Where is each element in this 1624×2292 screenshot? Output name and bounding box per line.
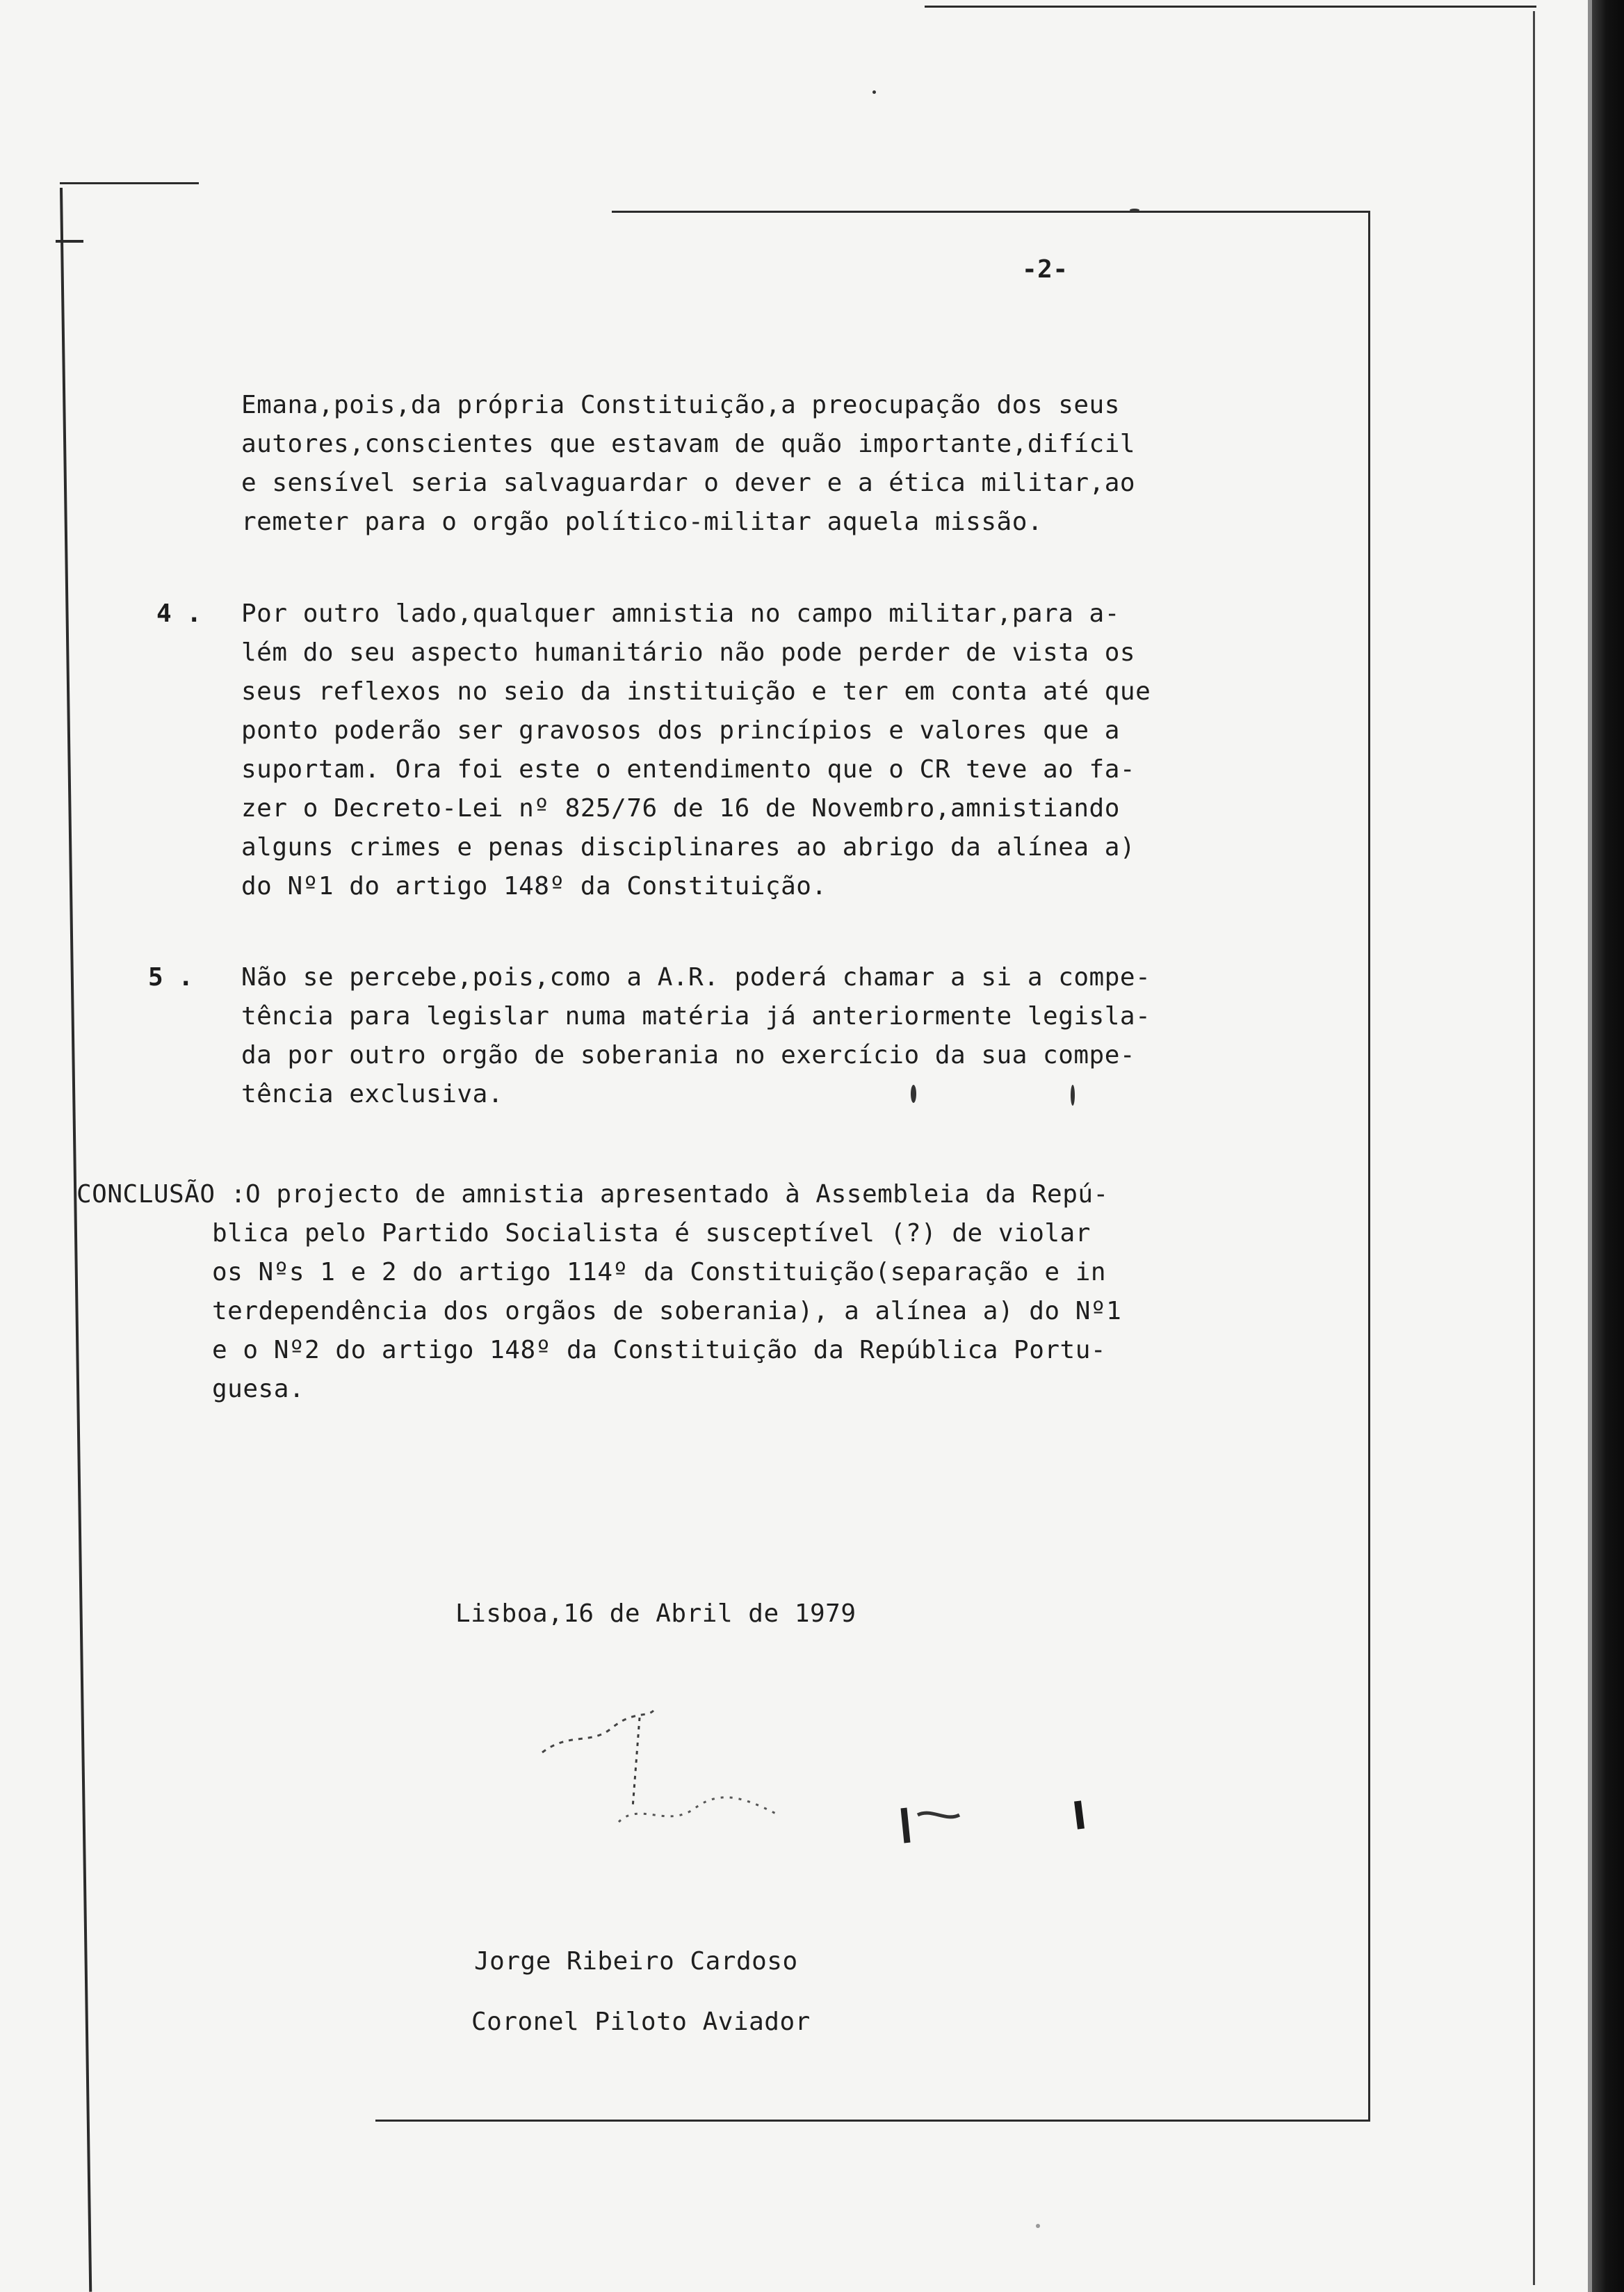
frame-tick — [56, 240, 83, 243]
frame-bottom — [375, 2120, 1370, 2122]
signatory-title: Coronel Piloto Aviador — [471, 2008, 811, 2036]
paragraph-4-number: 4 . — [156, 599, 202, 628]
text-line: zer o Decreto-Lei nº 825/76 de 16 de Novembro,amnistiando — [241, 794, 1120, 823]
signatory-name: Jorge Ribeiro Cardoso — [474, 1947, 798, 1976]
text-line: Não se percebe,pois,como a A.R. poderá chamar a si a compe- — [241, 963, 1151, 992]
paragraph-5-number: 5 . — [148, 963, 194, 992]
paragraph-intro — [241, 386, 1135, 542]
place-and-date: Lisboa,16 de Abril de 1979 — [455, 1599, 856, 1628]
conclusion-label: CONCLUSÃO : — [76, 1180, 246, 1209]
text-line: seus reflexos no seio da instituição e ter em conta até que — [241, 677, 1151, 706]
page-edge-top — [925, 6, 1536, 8]
text-line: e o Nº2 do artigo 148º da Constituição da República Portu- — [212, 1336, 1107, 1364]
text-line: e sensível seria salvaguardar o dever e a ética militar,ao — [241, 469, 1136, 497]
frame-top — [612, 211, 1370, 213]
text-line: remeter para o orgão político-militar aquela missão. — [241, 508, 1044, 536]
text-line: do Nº1 do artigo 148º da Constituição. — [241, 872, 827, 901]
scan-speck — [1036, 2224, 1040, 2228]
text-line: lém do seu aspecto humanitário não pode perder de vista os — [241, 638, 1136, 667]
scan-speck — [911, 1085, 916, 1103]
text-line: Por outro lado,qualquer amnistia no campo militar,para a- — [241, 599, 1120, 628]
text-line: blica pelo Partido Socialista é susceptível (?) de violar — [212, 1219, 1091, 1248]
scan-speck — [1130, 209, 1139, 211]
paragraph-4 — [241, 595, 1151, 906]
paragraph-5 — [241, 958, 1151, 1114]
text-line: alguns crimes e penas disciplinares ao abrigo da alínea a) — [241, 833, 1136, 862]
text-line: os Nºs 1 e 2 do artigo 114º da Constituição(separação e in — [212, 1258, 1107, 1286]
text-line: tência exclusiva. — [241, 1080, 503, 1108]
text-line: da por outro orgão de soberania no exercício da sua compe- — [241, 1041, 1136, 1070]
conclusion-body — [212, 1214, 1121, 1409]
handwritten-signature — [528, 1704, 1154, 1871]
scan-speck — [872, 90, 876, 94]
text-line: terdependência dos orgãos de soberania), a alínea a) do Nº1 — [212, 1297, 1122, 1325]
text-line: guesa. — [212, 1375, 305, 1403]
text-line: ponto poderão ser gravosos dos princípios e valores que a — [241, 716, 1120, 745]
binding-strip — [1592, 0, 1624, 2292]
page-number: -2- — [1022, 255, 1069, 284]
text-line: autores,conscientes que estavam de quão importante,difícil — [241, 430, 1136, 458]
page-edge-right — [1533, 11, 1535, 2285]
scan-speck — [1071, 1085, 1075, 1106]
text-line: tência para legislar numa matéria já anteriormente legisla- — [241, 1002, 1151, 1031]
frame-right — [1368, 211, 1370, 2122]
conclusion-first-line: O projecto de amnistia apresentado à Assembleia da Repú- — [245, 1180, 1109, 1209]
frame-top-left — [60, 182, 199, 184]
text-line: suportam. Ora foi este o entendimento que o CR teve ao fa- — [241, 755, 1136, 784]
text-line: Emana,pois,da própria Constituição,a preocupação dos seus — [241, 391, 1120, 419]
frame-left — [60, 188, 92, 2292]
